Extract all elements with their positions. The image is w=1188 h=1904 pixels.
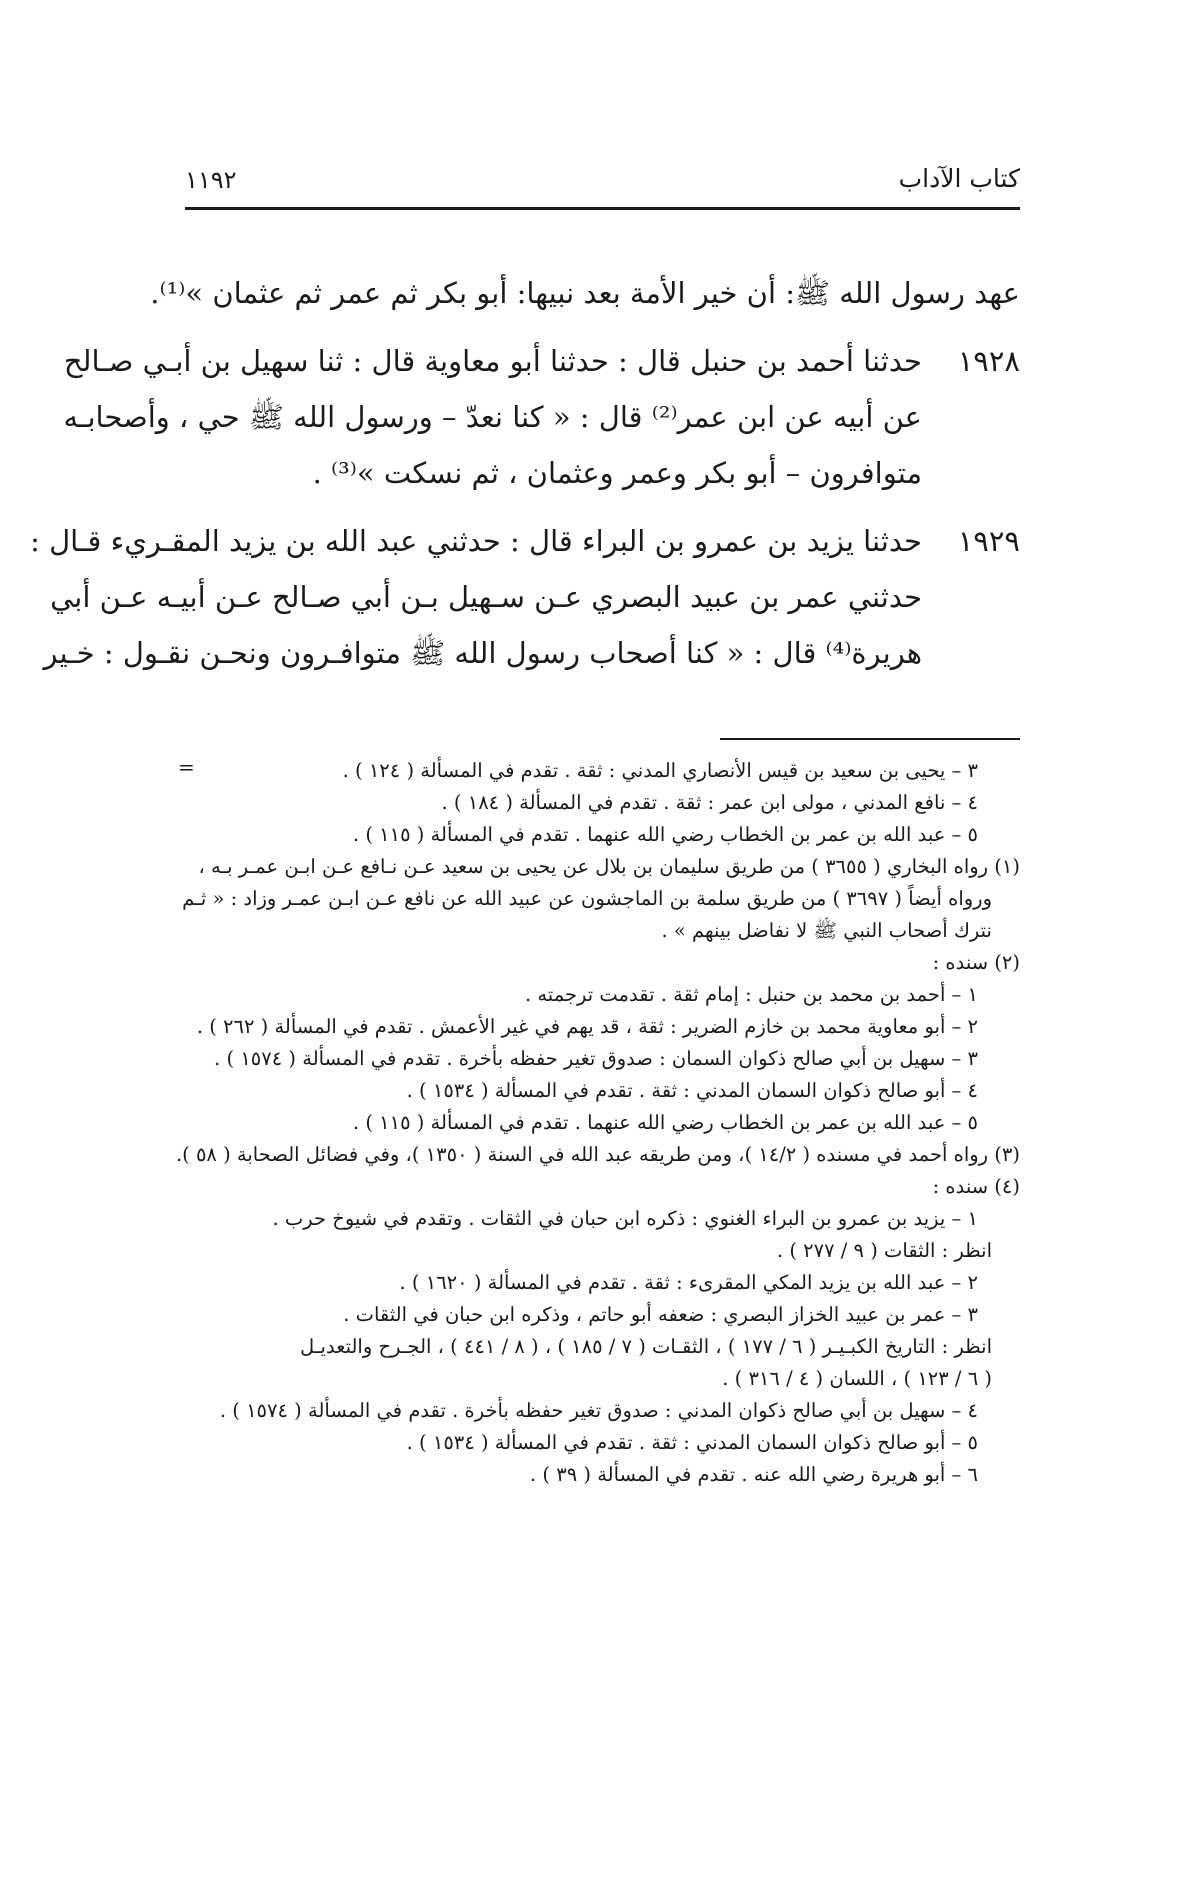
footnote-line: انظر : التاريخ الكبـيـر ( ٦ / ١٧٧ ) ، الثقـات ( ٧ / ١٨٥ ) ، ( ٨ / ٤٤١ ) ، الجـرح والتعديـل bbox=[300, 1335, 992, 1358]
footnote-4-heading: (٤) سنده : bbox=[932, 1175, 1020, 1198]
continuation-line: عهد رسول الله ﷺ: أن خير الأمة بعد نبيها: أبو بكر ثم عمر ثم عثمان »⁽¹⁾. bbox=[150, 276, 1020, 310]
footnote-1: (١) رواه البخاري ( ٣٦٥٥ ) من طريق سليمان بن بلال عن يحيى بن سعيد عـن نـافع عـن ابـن عمـر بـه ، bbox=[198, 855, 1020, 878]
footnote-line: ( ٦ / ١٢٣ ) ، اللسان ( ٤ / ٣١٦ ) . bbox=[722, 1367, 992, 1390]
entry-number: ١٩٢٩ bbox=[957, 524, 1020, 558]
footnote-line: ٤ – نافع المدني ، مولى ابن عمر : ثقة . تقدم في المسألة ( ١٨٤ ) . bbox=[441, 791, 978, 814]
footnote-line: ٥ – عبد الله بن عمر بن الخطاب رضي الله عنهما . تقدم في المسألة ( ١١٥ ) . bbox=[352, 823, 978, 846]
footnote-line: ٦ – أبو هريرة رضي الله عنه . تقدم في المسألة ( ٣٩ ) . bbox=[530, 1463, 978, 1486]
footnote-line: ورواه أيضاً ( ٣٦٩٧ ) من طريق سلمة بن الماجشون عن عبيد الله عن نافع عـن ابـن عمـر وزاد : « ثـم bbox=[182, 887, 992, 910]
footnote-line: ١ – يزيد بن عمرو بن البراء الغنوي : ذكره ابن حبان في الثقات . وتقدم في شيوخ حرب . bbox=[272, 1207, 978, 1230]
footnote-2-heading: (٢) سنده : bbox=[932, 951, 1020, 974]
footnote-line: ٤ – سهيل بن أبي صالح ذكوان المدني : صدوق تغير حفظه بأخرة . تقدم في المسألة ( ١٥٧٤ ) . bbox=[219, 1399, 978, 1422]
footnote-line: ١ – أحمد بن محمد بن حنبل : إمام ثقة . تقدمت ترجمته . bbox=[524, 983, 978, 1006]
footnote-line: ٢ – أبو معاوية محمد بن خازم الضرير : ثقة ، قد يهم في غير الأعمش . تقدم في المسألة ( ٢٦٢ ) . bbox=[196, 1015, 978, 1038]
footnote-line: نترك أصحاب النبي ﷺ لا نفاضل بينهم » . bbox=[661, 919, 992, 942]
footnote-line: ٣ – سهيل بن أبي صالح ذكوان السمان : صدوق تغير حفظه بأخرة . تقدم في المسألة ( ١٥٧٤ ) . bbox=[214, 1047, 978, 1070]
main-text bbox=[30, 265, 1020, 681]
footnote-line: ٣ – يحيى بن سعيد بن قيس الأنصاري المدني : ثقة . تقدم في المسألة ( ١٢٤ ) . bbox=[342, 759, 978, 782]
entry-line: حدثنا أحمد بن حنبل قال : حدثنا أبو معاوية قال : ثنا سهيل بن أبـي صـالح bbox=[63, 344, 922, 378]
entry-line: متوافرون – أبو بكر وعمر وعثمان ، ثم نسكت »⁽³⁾ . bbox=[312, 456, 922, 490]
entry-1929 bbox=[30, 513, 1020, 681]
footnote-line: ٥ – أبو صالح ذكوان السمان المدني : ثقة . تقدم في المسألة ( ١٥٣٤ ) . bbox=[406, 1431, 978, 1454]
footnote-line: ٣ – عمر بن عبيد الخزاز البصري : ضعفه أبو حاتم ، وذكره ابن حبان في الثقات . bbox=[343, 1303, 978, 1326]
footnote-separator bbox=[720, 738, 1020, 740]
entry-line: حدثني عمر بن عبيد البصري عـن سـهيل بـن أبي صـالح عـن أبيـه عـن أبي bbox=[50, 580, 922, 614]
entry-1928 bbox=[63, 333, 1020, 501]
footnote-line: انظر : الثقات ( ٩ / ٢٧٧ ) . bbox=[776, 1239, 992, 1262]
footnote-line: ٢ – عبد الله بن يزيد المكي المقرىء : ثقة . تقدم في المسألة ( ١٦٢٠ ) . bbox=[399, 1271, 978, 1294]
footnotes bbox=[175, 755, 1020, 1491]
footnote-line: ٥ – عبد الله بن عمر بن الخطاب رضي الله عنهما . تقدم في المسألة ( ١١٥ ) . bbox=[352, 1111, 978, 1134]
entry-line: حدثنا يزيد بن عمرو بن البراء قال : حدثني عبد الله بن يزيد المقـريء قـال : bbox=[30, 524, 922, 558]
footnote-3: (٣) رواه أحمد في مسنده ( ١٤/٢ )، ومن طريقه عبد الله في السنة ( ١٣٥٠ )، وفي فضائل الصحابة ( ٥٨ ). bbox=[175, 1143, 1020, 1166]
book-title: كتاب الآداب bbox=[898, 164, 1020, 193]
page-number: ١١٩٢ bbox=[185, 166, 237, 194]
entry-line: عن أبيه عن ابن عمر⁽²⁾ قال : « كنا نعدّ – ورسول الله ﷺ حي ، وأصحابـه bbox=[63, 400, 922, 434]
header-rule bbox=[185, 207, 1020, 210]
entry-line: هريرة⁽⁴⁾ قال : « كنا أصحاب رسول الله ﷺ متوافـرون ونحـن نقـول : خـير bbox=[43, 636, 922, 670]
page-header bbox=[185, 158, 1020, 210]
entry-number: ١٩٢٨ bbox=[957, 344, 1020, 378]
carry-marker: = bbox=[178, 755, 195, 779]
footnote-line: ٤ – أبو صالح ذكوان السمان المدني : ثقة . تقدم في المسألة ( ١٥٣٤ ) . bbox=[406, 1079, 978, 1102]
